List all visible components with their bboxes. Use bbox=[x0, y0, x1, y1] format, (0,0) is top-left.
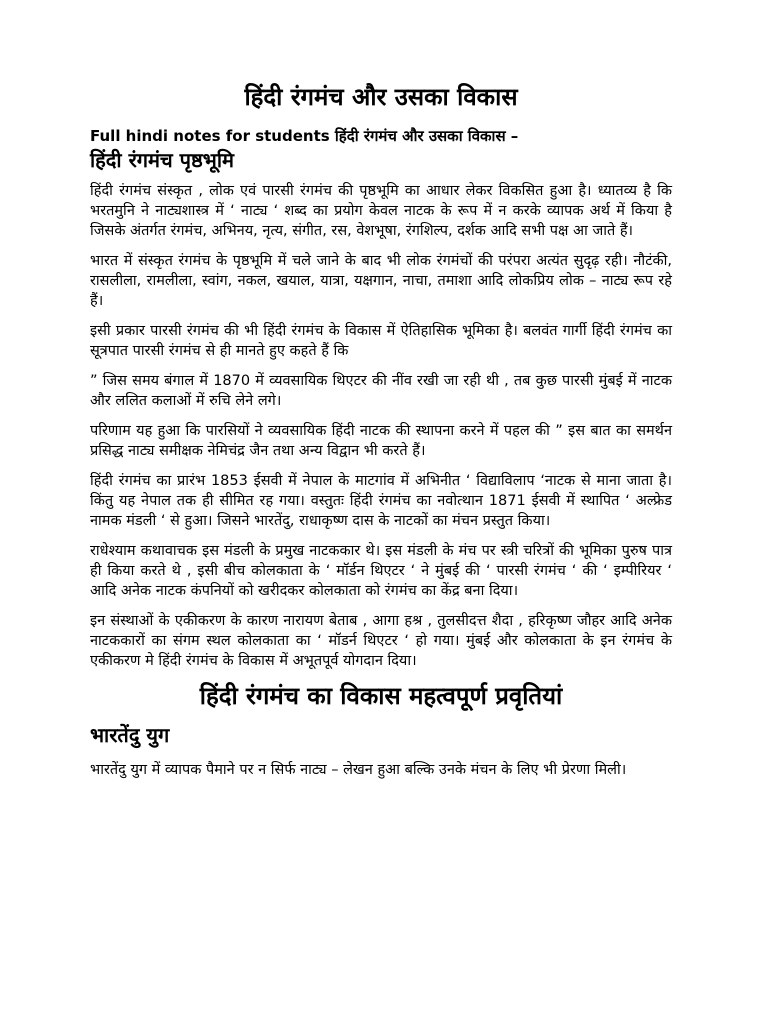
paragraph-4: ” जिस समय बंगाल में 1870 में व्यवसायिक थिएटर की नींव रखी जा रही थी , तब कुछ पारसी मुंबई में नाटक और ललित कलाओं में रुचि लेने लगे। bbox=[90, 372, 672, 409]
section-heading-background: हिंदी रंगमंच पृष्ठभूमि bbox=[90, 147, 234, 172]
era-heading-bharatendu: भारतेंदु युग bbox=[90, 722, 170, 747]
paragraph-1: हिंदी रंगमंच संस्कृत , लोक एवं पारसी रंगमंच की पृष्ठभूमि का आधार लेकर विकसित हुआ है। ध्यातव्य है कि भरतमुनि ने नाट्यशास्त्र में ‘ नाट्य ‘ शब्द का प्रयोग केवल नाटक के रूप में न करके व्यापक अर्थ में किया है जिसके अंतर्गत रंगमंच, अभिनय, नृत्य, संगीत, रस, वेशभूषा, रंगशिल्प, दर्शक आदि सभी पक्ष आ जाते हैं। bbox=[90, 182, 672, 239]
paragraph-6: हिंदी रंगमंच का प्रारंभ 1853 ईसवी में नेपाल के माटगांव में अभिनीत ‘ विद्याविलाप ‘नाटक से माना जाता है। किंतु यह नेपाल तक ही सीमित रह गया। वस्तुतः हिंदी रंगमंच का नवोत्थान 1871 ईसवी में स्थापित ‘ अल्फ्रेड नामक मंडली ‘ से हुआ। जिसने भारतेंदु, राधाकृष्ण दास के नाटकों का मंचन प्रस्तुत किया। bbox=[90, 472, 672, 529]
document-title: हिंदी रंगमंच और उसका विकास bbox=[244, 83, 518, 111]
paragraph-5: परिणाम यह हुआ कि पारसियों ने व्यवसायिक हिंदी नाटक की स्थापना करने में पहल की ” इस बात का समर्थन प्रसिद्ध नाट्य समीक्षक नेमिचंद्र जैन तथा अन्य विद्वान भी करते हैं। bbox=[90, 422, 672, 459]
paragraph-2: भारत में संस्कृत रंगमंच के पृष्ठभूमि में चले जाने के बाद भी लोक रंगमंचों की परंपरा अत्यंत सुदृढ़ रही। नौटंकी, रासलीला, रामलीला, स्वांग, नकल, खयाल, यात्रा, यक्षगान, नाचा, तमाशा आदि लोकप्रिय लोक – नाट्य रूप रहे हैं। bbox=[90, 252, 672, 309]
era-paragraph: भारतेंदु युग में व्यापक पैमाने पर न सिर्फ नाट्य – लेखन हुआ बल्कि उनके मंचन के लिए भी प्रेरणा मिली। bbox=[90, 761, 627, 778]
paragraph-7: राधेश्याम कथावाचक इस मंडली के प्रमुख नाटककार थे। इस मंडली के मंच पर स्त्री चरित्रों की भूमिका पुरुष पात्र ही किया करते थे , इसी बीच कोलकाता के ‘ मॉर्डन थिएटर ‘ ने मुंबई की ‘ पारसी रंगमंच ‘ की ‘ इम्पीरियर ‘ आदि अनेक नाटक कंपनियों को खरीदकर कोलकाता को रंगमंच का केंद्र बना दिया। bbox=[90, 542, 672, 599]
paragraph-3: इसी प्रकार पारसी रंगमंच की भी हिंदी रंगमंच के विकास में ऐतिहासिक भूमिका है। बलवंत गार्गी हिंदी रंगमंच का सूत्रपात पारसी रंगमंच से ही मानते हुए कहते हैं कि bbox=[90, 322, 672, 359]
paragraph-8: इन संस्थाओं के एकीकरण के कारण नारायण बेताब , आगा हश्र , तुलसीदत्त शैदा , हरिकृष्ण जौहर आदि अनेक नाटककारों का संगम स्थल कोलकाता का ‘ मॉडर्न थिएटर ‘ हो गया। मुंबई और कोलकाता के इन रंगमंच के एकीकरण मे हिंदी रंगमंच के विकास में अभूतपूर्व योगदान दिया। bbox=[90, 612, 672, 669]
development-heading: हिंदी रंगमंच का विकास महत्वपूर्ण प्रवृतियां bbox=[199, 681, 563, 710]
document-subtitle: Full hindi notes for students हिंदी रंगमंच और उसका विकास – bbox=[90, 127, 519, 146]
document-page bbox=[90, 82, 672, 790]
